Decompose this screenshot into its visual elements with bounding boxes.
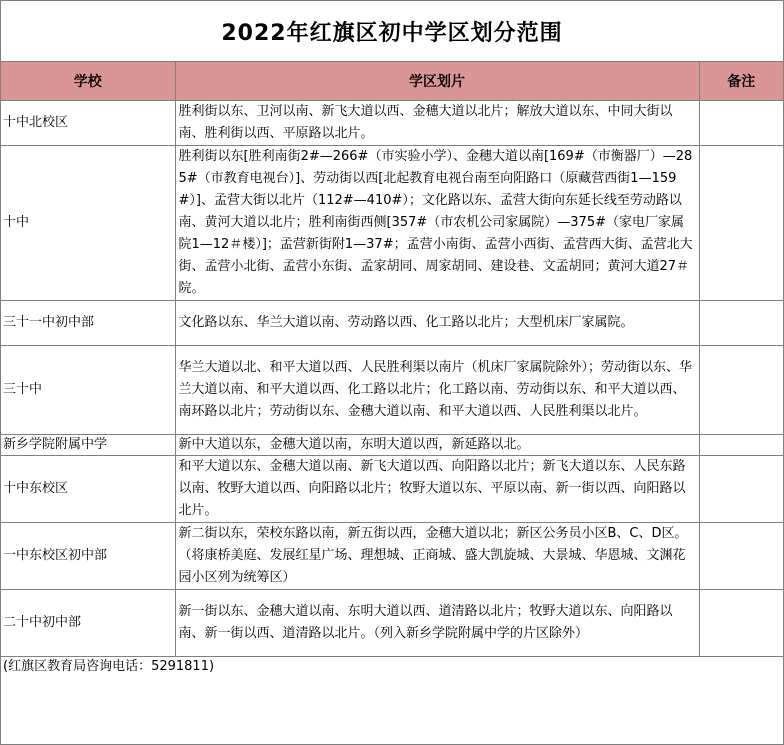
- note-cell: [699, 456, 783, 523]
- school-cell: 十中北校区: [1, 101, 175, 146]
- district-table: [1, 62, 783, 657]
- note-cell: [699, 590, 783, 657]
- area-cell: 新一街以东、金穗大道以南、东明大道以西、道清路以北片；牧野大道以东、向阳路以南、新一街以西、道清路以北片。（列入新乡学院附属中学的片区除外）: [175, 590, 699, 657]
- note-cell: [699, 146, 783, 301]
- table-row: [1, 101, 783, 146]
- table-row: [1, 435, 783, 456]
- area-cell: 华兰大道以北、和平大道以西、人民胜利渠以南片（机床厂家属院除外）；劳动街以东、华兰大道以南、和平大道以西、化工路以北片；化工路以南、劳动街以东、和平大道以西、南环路以北片；劳动街以东、金穗大道以南、和平大道以西、人民胜利渠以北片。: [175, 346, 699, 435]
- area-cell: 新二街以东，荣校东路以南，新五街以西，金穗大道以北；新区公务员小区B、C、D区。（将康桥美庭、发展红星广场、理想城、正商城、盛大凯旋城、大景城、华恩城、文渊花园小区列为统筹区）: [175, 523, 699, 590]
- area-cell: 和平大道以东、金穗大道以南、新飞大道以西、向阳路以北片；新飞大道以东、人民东路以南、牧野大道以西、向阳路以北片；牧野大道以东、平原以南、新一街以西、向阳路以北片。: [175, 456, 699, 523]
- table-row: [1, 146, 783, 301]
- note-cell: [699, 301, 783, 346]
- header-school: 学校: [1, 62, 175, 101]
- area-cell: 胜利街以东、卫河以南、新飞大道以西、金穗大道以北片；解放大道以东、中同大街以南、胜利街以西、平原路以北片。: [175, 101, 699, 146]
- school-cell: 十中: [1, 146, 175, 301]
- header-note: 备注: [699, 62, 783, 101]
- table-row: [1, 523, 783, 590]
- note-cell: [699, 435, 783, 456]
- table-row: [1, 301, 783, 346]
- note-cell: [699, 523, 783, 590]
- school-cell: 三十中: [1, 346, 175, 435]
- school-cell: 新乡学院附属中学: [1, 435, 175, 456]
- table-header-row: [1, 62, 783, 101]
- page-title: 2022年红旗区初中学区划分范围: [1, 1, 783, 62]
- school-cell: 一中东校区初中部: [1, 523, 175, 590]
- area-cell: 新中大道以东，金穗大道以南，东明大道以西，新延路以北。: [175, 435, 699, 456]
- table-row: [1, 346, 783, 435]
- note-cell: [699, 101, 783, 146]
- footer-contact: (红旗区教育局咨询电话：5291811): [3, 659, 215, 674]
- school-cell: 二十中初中部: [1, 590, 175, 657]
- school-cell: 十中东校区: [1, 456, 175, 523]
- note-cell: [699, 346, 783, 435]
- table-row: [1, 590, 783, 657]
- header-area: 学区划片: [175, 62, 699, 101]
- area-cell: 文化路以东、华兰大道以南、劳动路以西、化工路以北片；大型机床厂家属院。: [175, 301, 699, 346]
- table-row: [1, 456, 783, 523]
- area-cell: 胜利街以东[胜利南街2#—266#（市实验小学）、金穗大道以南[169#（市衡器厂）—285#（市教育电视台）]、劳动街以西[北起教育电视台南至向阳路口（原藏营西街1—159#）]、孟营大街以北片（112#—410#）；文化路以东、孟营大街向东延长线至劳动路以南、黄河大道以北片；胜利南街西侧[357#（市农机公司家属院）—375#（家电厂家属院1—12＃楼）]；孟营新街附1—37#；孟营小南街、孟营小西街、孟营西大街、孟营北大街、孟营小北街、孟营小东街、孟家胡同、周家胡同、建设巷、文孟胡同；黄河大道27＃院。: [175, 146, 699, 301]
- school-cell: 三十一中初中部: [1, 301, 175, 346]
